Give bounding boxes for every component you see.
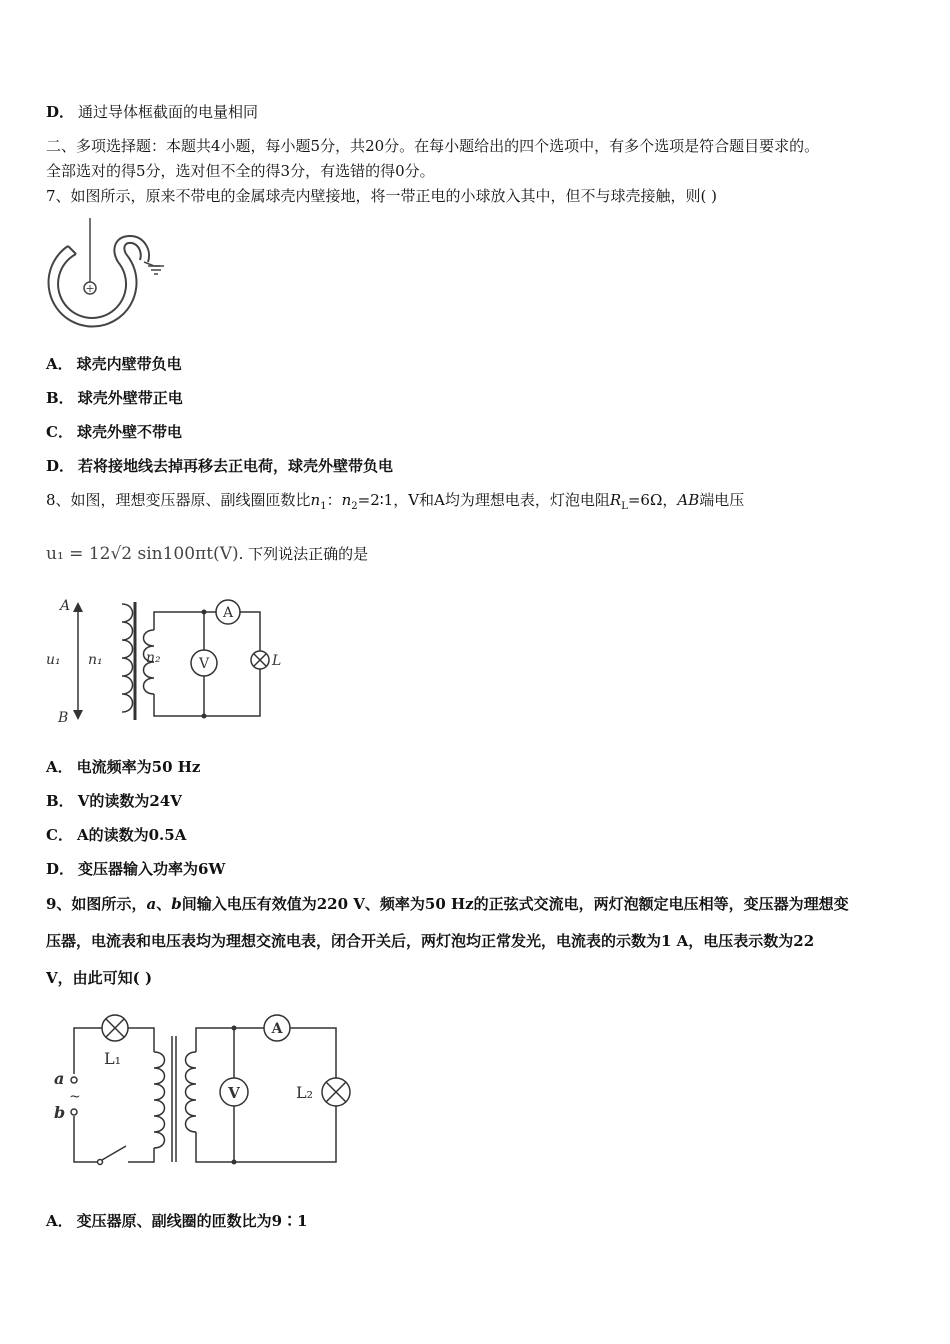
q6-option-d xyxy=(46,102,258,122)
label-l1: L₁ xyxy=(104,1049,122,1068)
separator: 、 xyxy=(156,895,172,913)
q7-stem: 7、如图所示，原来不带电的金属球壳内壁接地，将一带正电的小球放入其中，但不与球壳接触，则( ) xyxy=(46,187,718,205)
label-b-inline: b xyxy=(171,895,182,913)
primary-coil xyxy=(154,1052,165,1148)
ammeter-label: A xyxy=(222,605,234,621)
voltmeter-label: V xyxy=(198,656,210,672)
junction-top xyxy=(202,610,207,615)
ac-source-symbol: ~ xyxy=(69,1089,81,1105)
label-n1: n₁ xyxy=(88,652,103,668)
junction-bottom xyxy=(202,714,207,719)
q7-figure-grounded-shell xyxy=(44,218,168,334)
q7-option-b xyxy=(46,388,183,408)
switch-blade xyxy=(102,1146,126,1160)
voltmeter-label: V xyxy=(228,1084,240,1102)
n1-subscript: 1 xyxy=(320,501,327,512)
r-subscript: L xyxy=(621,501,628,512)
terminal-b xyxy=(71,1109,77,1115)
option-letter: A． xyxy=(46,758,73,776)
option-letter: C． xyxy=(46,826,73,844)
option-letter: D． xyxy=(46,457,75,475)
label-a-inline: a xyxy=(146,895,157,913)
q8-option-b xyxy=(46,791,182,811)
n2-subscript: 2 xyxy=(351,501,358,512)
lamp-label: L xyxy=(272,653,282,669)
label-a: A xyxy=(60,598,71,614)
q7-option-a xyxy=(46,354,182,374)
q8-stem xyxy=(46,490,744,517)
q8-figure-transformer-circuit xyxy=(44,596,294,726)
r-value: =6Ω， xyxy=(627,491,678,509)
ab-label: AB xyxy=(677,491,700,509)
label-b: B xyxy=(58,710,69,726)
option-letter: D． xyxy=(46,103,75,121)
option-letter: B． xyxy=(46,792,74,810)
section-2-instructions-line-2: 全部选对的得5分，选对但不全的得3分，有选错的得0分。 xyxy=(46,162,435,180)
option-text: A的读数为0.5A xyxy=(76,826,187,844)
option-letter: B． xyxy=(46,389,74,407)
q8-option-d xyxy=(46,859,225,879)
label-b: b xyxy=(54,1103,66,1122)
q7-option-c xyxy=(46,422,182,442)
q7-option-d xyxy=(46,456,393,476)
option-text: 球壳内壁带负电 xyxy=(76,355,182,373)
option-text: 通过导体框截面的电量相同 xyxy=(78,103,259,121)
voltage-formula: u₁ = 12√2 sin100πt(V) xyxy=(46,544,239,564)
arrow-head-up xyxy=(73,602,83,612)
q9-figure-transformer-circuit xyxy=(50,1012,360,1170)
q8-option-a xyxy=(46,757,200,777)
option-text: 若将接地线去掉再移去正电荷，球壳外壁带负电 xyxy=(78,457,394,475)
shell-end-left xyxy=(68,246,76,254)
junction-bottom xyxy=(232,1160,237,1165)
shell-hook xyxy=(114,236,149,262)
option-text: 变压器输入功率为6W xyxy=(78,860,226,878)
colon: ： xyxy=(326,491,342,509)
ratio-text: =2∶1，V和A均为理想电表，灯泡电阻 xyxy=(357,491,610,509)
q8-option-c xyxy=(46,825,186,845)
section-2-instructions-line-1: 二、多项选择题：本题共4小题，每小题5分，共20分。在每小题给出的四个选项中，有多个选项是符合题目要求的。 xyxy=(46,137,820,155)
option-letter: D． xyxy=(46,860,75,878)
primary-coil xyxy=(122,604,133,712)
option-letter: A． xyxy=(46,355,73,373)
secondary-wiring xyxy=(196,1028,336,1162)
option-text: 变压器原、副线圈的匝数比为9∶1 xyxy=(76,1212,308,1230)
stem-end: 端电压 xyxy=(699,491,745,509)
secondary-coil xyxy=(186,1052,197,1132)
junction-top xyxy=(232,1026,237,1031)
q9-stem-line-3: V，由此可知( ) xyxy=(46,969,153,987)
n1-symbol: n xyxy=(310,491,321,509)
ammeter-label: A xyxy=(271,1021,283,1037)
label-a: a xyxy=(54,1069,65,1088)
q9-stem-line-1 xyxy=(46,894,849,914)
terminal-a xyxy=(71,1077,77,1083)
option-text: 球壳外壁带正电 xyxy=(77,389,183,407)
label-n2: n₂ xyxy=(146,650,161,666)
arrow-head-down xyxy=(73,710,83,720)
r-symbol: R xyxy=(609,491,622,509)
q9-option-a xyxy=(46,1211,308,1231)
n2-symbol: n xyxy=(341,491,352,509)
option-text: 球壳外壁不带电 xyxy=(76,423,182,441)
q9-stem-start: 9、如图所示， xyxy=(46,895,147,913)
q9-stem-line-2: 压器，电流表和电压表均为理想交流电表，闭合开关后，两灯泡均正常发光，电流表的示数为1 A，电压表示数为22 xyxy=(46,932,815,950)
option-text: 电流频率为50 Hz xyxy=(76,758,201,776)
switch-pivot xyxy=(98,1160,103,1165)
option-letter: A． xyxy=(46,1212,73,1230)
q8-formula-line xyxy=(46,541,368,567)
charge-symbol: + xyxy=(85,282,95,295)
q9-stem-rest: 间输入电压有效值为220 V、频率为50 Hz的正弦式交流电，两灯泡额定电压相等，变压器为理想变 xyxy=(181,895,849,913)
q8-stem-part1: 8、如图，理想变压器原、副线圈匝数比 xyxy=(46,491,311,509)
label-l2: L₂ xyxy=(296,1083,314,1102)
option-letter: C． xyxy=(46,423,73,441)
formula-tail: . 下列说法正确的是 xyxy=(238,545,369,563)
option-text: V的读数为24V xyxy=(77,792,182,810)
label-u1: u₁ xyxy=(46,652,61,668)
